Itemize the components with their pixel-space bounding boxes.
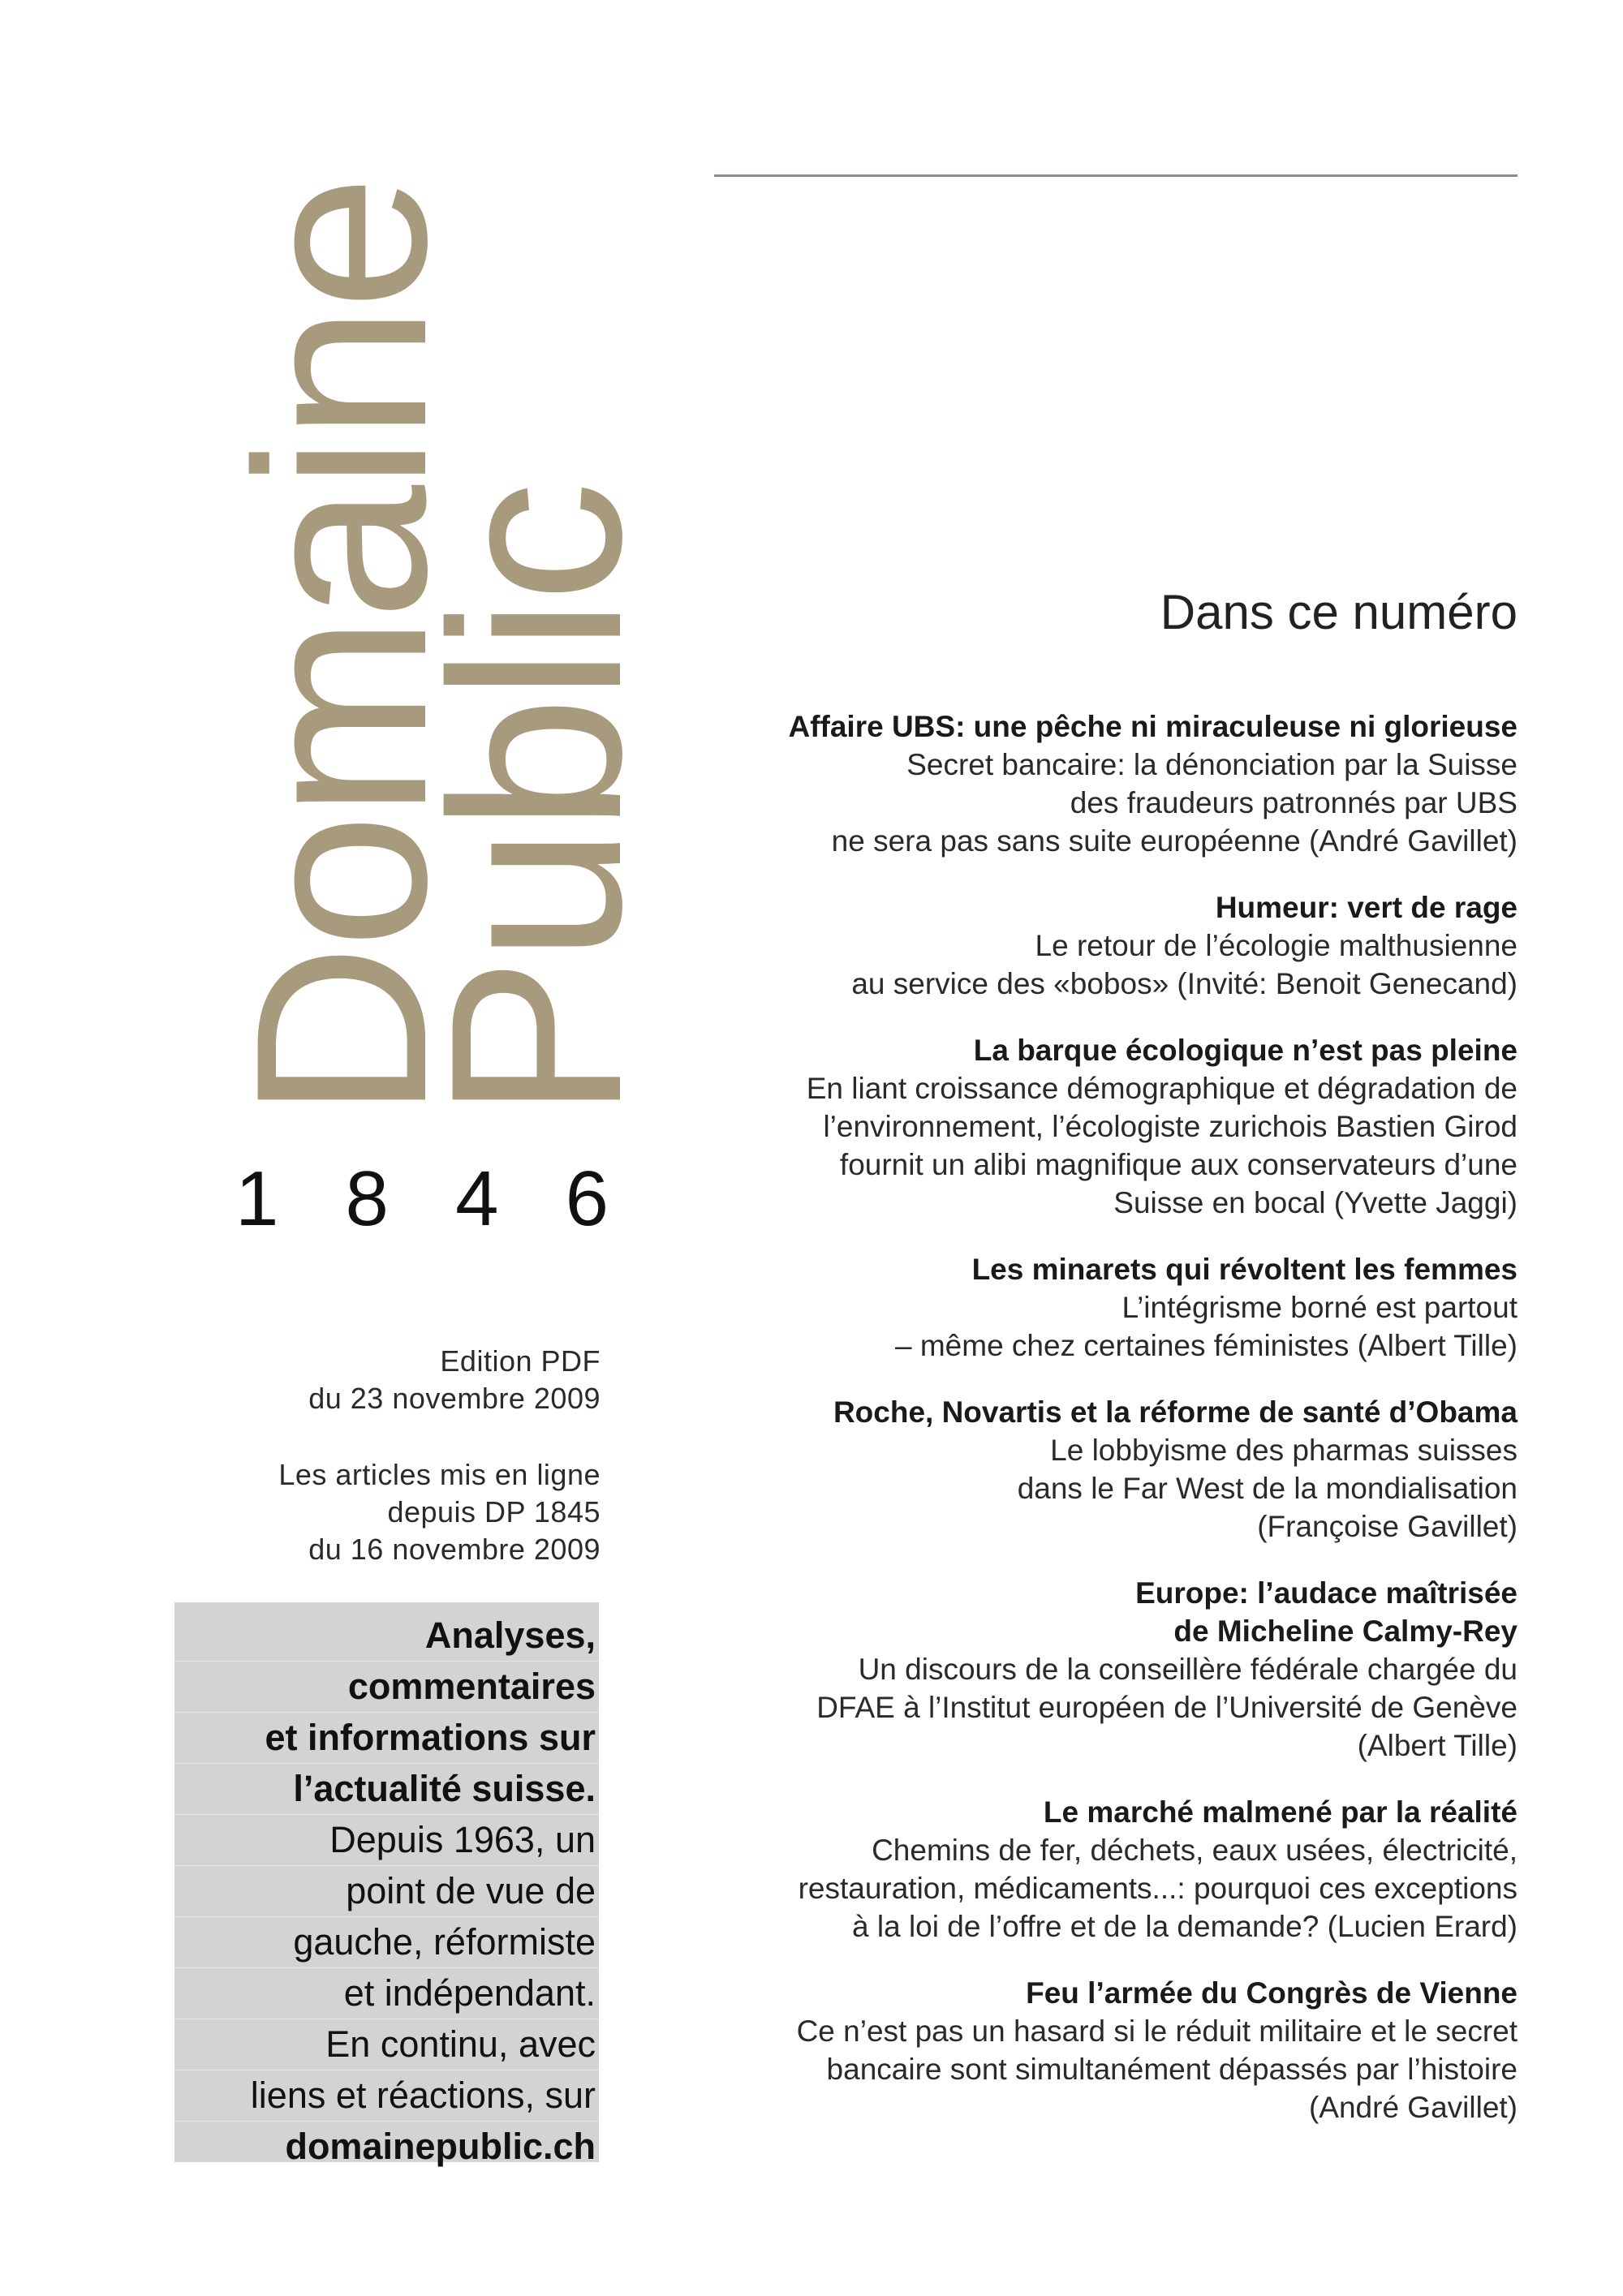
promo-line: l’actualité suisse. <box>174 1764 599 1815</box>
article-summary-line: restauration, médicaments...: pourquoi ces exceptions <box>798 1872 1518 1905</box>
top-divider <box>714 174 1518 177</box>
article-summary-line: (Françoise Gavillet) <box>1257 1510 1518 1543</box>
article-title: Feu l’armée du Congrès de Vienne <box>1026 1976 1518 2010</box>
year-digit: 8 <box>345 1155 389 1242</box>
edition-date: du 23 novembre 2009 <box>308 1382 601 1415</box>
article-entry[interactable] <box>698 707 1518 860</box>
article-entry[interactable] <box>698 1793 1518 1946</box>
article-summary-line: Un discours de la conseillère fédérale chargée du <box>858 1653 1518 1686</box>
article-summary-line: des fraudeurs patronnés par UBS <box>1070 786 1518 819</box>
masthead-word-public: Public <box>399 485 672 1120</box>
article-summary-line: fournit un alibi magnifique aux conservateurs d’une <box>839 1148 1518 1181</box>
article-summary-line: Ce n’est pas un hasard si le réduit militaire et le secret <box>796 2014 1518 2048</box>
promo-line: Depuis 1963, un <box>174 1815 599 1866</box>
promo-line: liens et réactions, sur <box>174 2070 599 2122</box>
founding-year <box>235 1155 609 1242</box>
article-summary-line: L’intégrisme borné est partout <box>1121 1291 1518 1324</box>
promo-line: gauche, réformiste <box>174 1917 599 1968</box>
article-summary-line: bancaire sont simultanément dépassés par l’histoire <box>826 2053 1518 2086</box>
masthead-word-domaine: Domaine <box>204 179 477 1120</box>
article-summary-line: En liant croissance démographique et dégradation de <box>806 1072 1518 1105</box>
article-summary-line: Chemins de fer, déchets, eaux usées, électricité, <box>872 1834 1518 1867</box>
promo-line: et informations sur <box>174 1713 599 1764</box>
promo-line: Analyses, <box>174 1610 599 1662</box>
article-summary-line: dans le Far West de la mondialisation <box>1017 1472 1518 1505</box>
article-summary-line: Suisse en bocal (Yvette Jaggi) <box>1113 1186 1518 1219</box>
article-summary-line: ne sera pas sans suite européenne (André Gavillet) <box>831 824 1518 858</box>
article-summary-line: DFAE à l’Institut européen de l’Université de Genève <box>816 1691 1518 1724</box>
article-summary-line: (André Gavillet) <box>1308 2091 1518 2124</box>
masthead-logo <box>204 179 672 1120</box>
article-entry[interactable] <box>698 1974 1518 2126</box>
promo-line: En continu, avec <box>174 2019 599 2070</box>
article-summary-line: l’environnement, l’écologiste zurichois Bastien Girod <box>823 1110 1518 1143</box>
article-entry[interactable] <box>698 888 1518 1003</box>
article-summary-line: à la loi de l’offre et de la demande? (Lucien Erard) <box>852 1910 1518 1943</box>
website-link[interactable]: domainepublic.ch <box>285 2126 596 2167</box>
article-title: de Micheline Calmy-Rey <box>1173 1615 1518 1648</box>
article-title: Roche, Novartis et la réforme de santé d’Obama <box>833 1395 1518 1429</box>
article-title: Humeur: vert de rage <box>1215 891 1518 924</box>
article-entry[interactable] <box>698 1031 1518 1222</box>
edition-format: Edition PDF <box>440 1344 601 1378</box>
year-digit: 1 <box>235 1155 279 1242</box>
article-entry[interactable] <box>698 1250 1518 1365</box>
article-summary-line: Le retour de l’écologie malthusienne <box>1035 929 1518 962</box>
coverage-line: Les articles mis en ligne <box>278 1458 601 1491</box>
article-entry[interactable] <box>698 1574 1518 1765</box>
article-summary-line: – même chez certaines féministes (Albert Tille) <box>895 1329 1518 1362</box>
coverage-line: du 16 novembre 2009 <box>308 1533 601 1566</box>
promo-line: point de vue de <box>174 1866 599 1917</box>
promo-line: commentaires <box>174 1662 599 1713</box>
table-of-contents <box>698 707 1518 2126</box>
coverage-line: depuis DP 1845 <box>387 1495 601 1529</box>
promo-line: et indépendant. <box>174 1968 599 2019</box>
article-title: Le marché malmené par la réalité <box>1043 1795 1518 1829</box>
article-summary-line: au service des «bobos» (Invité: Benoit Genecand) <box>851 967 1518 1000</box>
edition-coverage <box>162 1456 601 1568</box>
article-summary-line: (Albert Tille) <box>1357 1729 1518 1762</box>
article-title: Affaire UBS: une pêche ni miraculeuse ni glorieuse <box>788 710 1518 743</box>
article-entry[interactable] <box>698 1393 1518 1546</box>
year-digit: 6 <box>565 1155 609 1242</box>
article-summary-line: Secret bancaire: la dénonciation par la Suisse <box>906 748 1518 781</box>
article-title: La barque écologique n’est pas pleine <box>973 1034 1518 1067</box>
article-title: Europe: l’audace maîtrisée <box>1135 1576 1518 1610</box>
article-title: Les minarets qui révoltent les femmes <box>971 1253 1518 1286</box>
promo-box <box>174 1602 599 2167</box>
article-summary-line: Le lobbyisme des pharmas suisses <box>1050 1434 1518 1467</box>
edition-info <box>162 1343 601 1417</box>
contents-heading: Dans ce numéro <box>1160 585 1518 639</box>
year-digit: 4 <box>455 1155 499 1242</box>
